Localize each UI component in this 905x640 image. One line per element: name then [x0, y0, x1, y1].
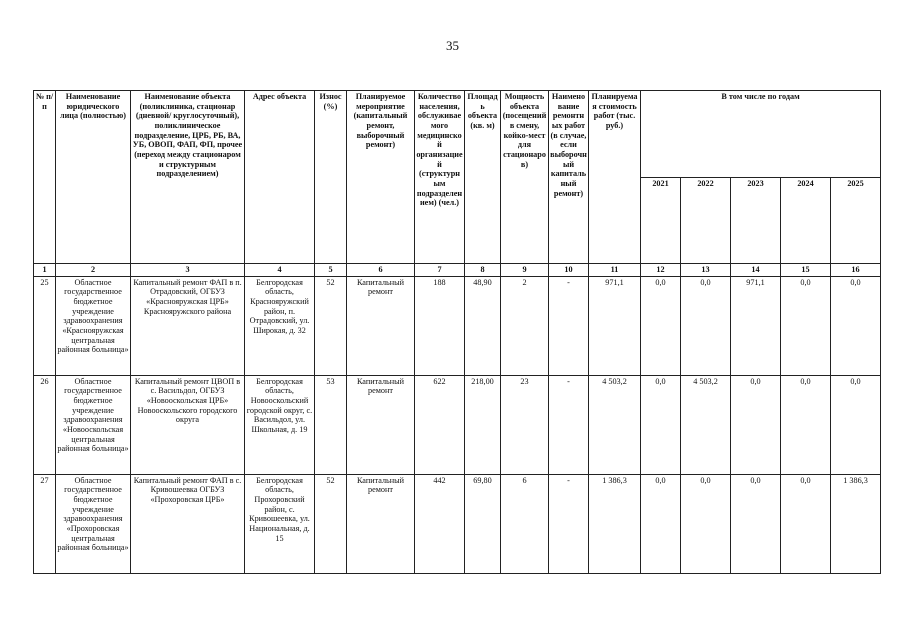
row-y2021: 0,0	[641, 474, 681, 573]
row-num: 27	[34, 474, 56, 573]
col-number: 14	[731, 264, 781, 277]
header-year-2022: 2022	[681, 177, 731, 264]
table-row	[34, 276, 881, 375]
row-entity: Областное государственное бюджетное учреждение здравоохранения «Краснояружская центральная районная больница»	[56, 276, 131, 375]
col-number: 10	[549, 264, 589, 277]
row-cost: 1 386,3	[589, 474, 641, 573]
table-row	[34, 375, 881, 474]
row-area: 48,90	[465, 276, 501, 375]
row-num: 26	[34, 375, 56, 474]
row-capacity: 6	[501, 474, 549, 573]
col-number: 2	[56, 264, 131, 277]
row-y2025: 0,0	[831, 375, 881, 474]
row-cost: 971,1	[589, 276, 641, 375]
col-number: 13	[681, 264, 731, 277]
row-entity: Областное государственное бюджетное учреждение здравоохранения «Прохоровская центральная районная больница»	[56, 474, 131, 573]
row-capacity: 2	[501, 276, 549, 375]
col-number: 15	[781, 264, 831, 277]
row-population: 622	[415, 375, 465, 474]
row-y2022: 4 503,2	[681, 375, 731, 474]
row-y2024: 0,0	[781, 474, 831, 573]
row-area: 218,00	[465, 375, 501, 474]
row-y2022: 0,0	[681, 276, 731, 375]
header-address: Адрес объекта	[245, 91, 315, 264]
header-cost: Планируемая стоимость работ (тыс. руб.)	[589, 91, 641, 264]
header-year-2024: 2024	[781, 177, 831, 264]
capital-repair-table	[33, 90, 881, 574]
row-num: 25	[34, 276, 56, 375]
col-number: 5	[315, 264, 347, 277]
col-number: 9	[501, 264, 549, 277]
row-measure: Капитальный ремонт	[347, 474, 415, 573]
row-object: Капитальный ремонт ФАП в п. Отрадовский, ОГБУЗ «Краснояружская ЦРБ» Краснояружского района	[131, 276, 245, 375]
row-object: Капитальный ремонт ЦВОП в с. Васильдол, ОГБУЗ «Новооскольская ЦРБ» Новооскольского городского округа	[131, 375, 245, 474]
row-address: Белгородская область, Прохоровский район, с. Кривошеевка, ул. Национальная, д. 15	[245, 474, 315, 573]
col-number: 7	[415, 264, 465, 277]
row-y2025: 1 386,3	[831, 474, 881, 573]
header-object: Наименование объекта (поликлиника, стационар (дневной/ круглосуточный), поликлиническое подразделение, ЦРБ, РБ, ВА, УБ, ОВОП, ФАП, ФП, прочее (переход между стационаром и структурным подразделением)	[131, 91, 245, 264]
row-wear: 52	[315, 276, 347, 375]
row-works: -	[549, 474, 589, 573]
row-works: -	[549, 276, 589, 375]
header-measure: Планируемое мероприятие (капитальный ремонт, выборочный ремонт)	[347, 91, 415, 264]
page-number: 35	[446, 38, 459, 53]
row-y2023: 971,1	[731, 276, 781, 375]
row-population: 442	[415, 474, 465, 573]
header-area: Площадь объекта (кв. м)	[465, 91, 501, 264]
col-number: 16	[831, 264, 881, 277]
header-years-group: В том числе по годам	[641, 91, 881, 178]
header-entity: Наименование юридического лица (полностью)	[56, 91, 131, 264]
row-y2024: 0,0	[781, 276, 831, 375]
header-num: № п/п	[34, 91, 56, 264]
row-measure: Капитальный ремонт	[347, 276, 415, 375]
row-y2023: 0,0	[731, 474, 781, 573]
col-number: 6	[347, 264, 415, 277]
col-number: 8	[465, 264, 501, 277]
row-entity: Областное государственное бюджетное учреждение здравоохранения «Новооскольская центральная районная больница»	[56, 375, 131, 474]
row-y2024: 0,0	[781, 375, 831, 474]
col-number: 4	[245, 264, 315, 277]
row-population: 188	[415, 276, 465, 375]
row-capacity: 23	[501, 375, 549, 474]
row-works: -	[549, 375, 589, 474]
header-year-2021: 2021	[641, 177, 681, 264]
header-population: Количество населения, обслуживаемого медицинской организацией (структурным подразделением) (чел.)	[415, 91, 465, 264]
col-number: 3	[131, 264, 245, 277]
row-y2023: 0,0	[731, 375, 781, 474]
row-y2025: 0,0	[831, 276, 881, 375]
row-wear: 53	[315, 375, 347, 474]
row-y2022: 0,0	[681, 474, 731, 573]
row-wear: 52	[315, 474, 347, 573]
col-number: 12	[641, 264, 681, 277]
row-area: 69,80	[465, 474, 501, 573]
row-measure: Капитальный ремонт	[347, 375, 415, 474]
header-capacity: Мощность объекта (посещений в смену, койко-мест для стационаров)	[501, 91, 549, 264]
header-year-2025: 2025	[831, 177, 881, 264]
row-y2021: 0,0	[641, 276, 681, 375]
header-year-2023: 2023	[731, 177, 781, 264]
header-works: Наименование ремонтных работ (в случае, если выборочный капитальный ремонт)	[549, 91, 589, 264]
row-address: Белгородская область, Новооскольский городской округ, с. Васильдол, ул. Школьная, д. 19	[245, 375, 315, 474]
col-number: 11	[589, 264, 641, 277]
row-cost: 4 503,2	[589, 375, 641, 474]
row-address: Белгородская область, Краснояружский район, п. Отрадовский, ул. Широкая, д. 32	[245, 276, 315, 375]
table-row	[34, 474, 881, 573]
row-object: Капитальный ремонт ФАП в с. Кривошеевка ОГБУЗ «Прохоровская ЦРБ»	[131, 474, 245, 573]
col-number: 1	[34, 264, 56, 277]
row-y2021: 0,0	[641, 375, 681, 474]
header-wear: Износ (%)	[315, 91, 347, 264]
